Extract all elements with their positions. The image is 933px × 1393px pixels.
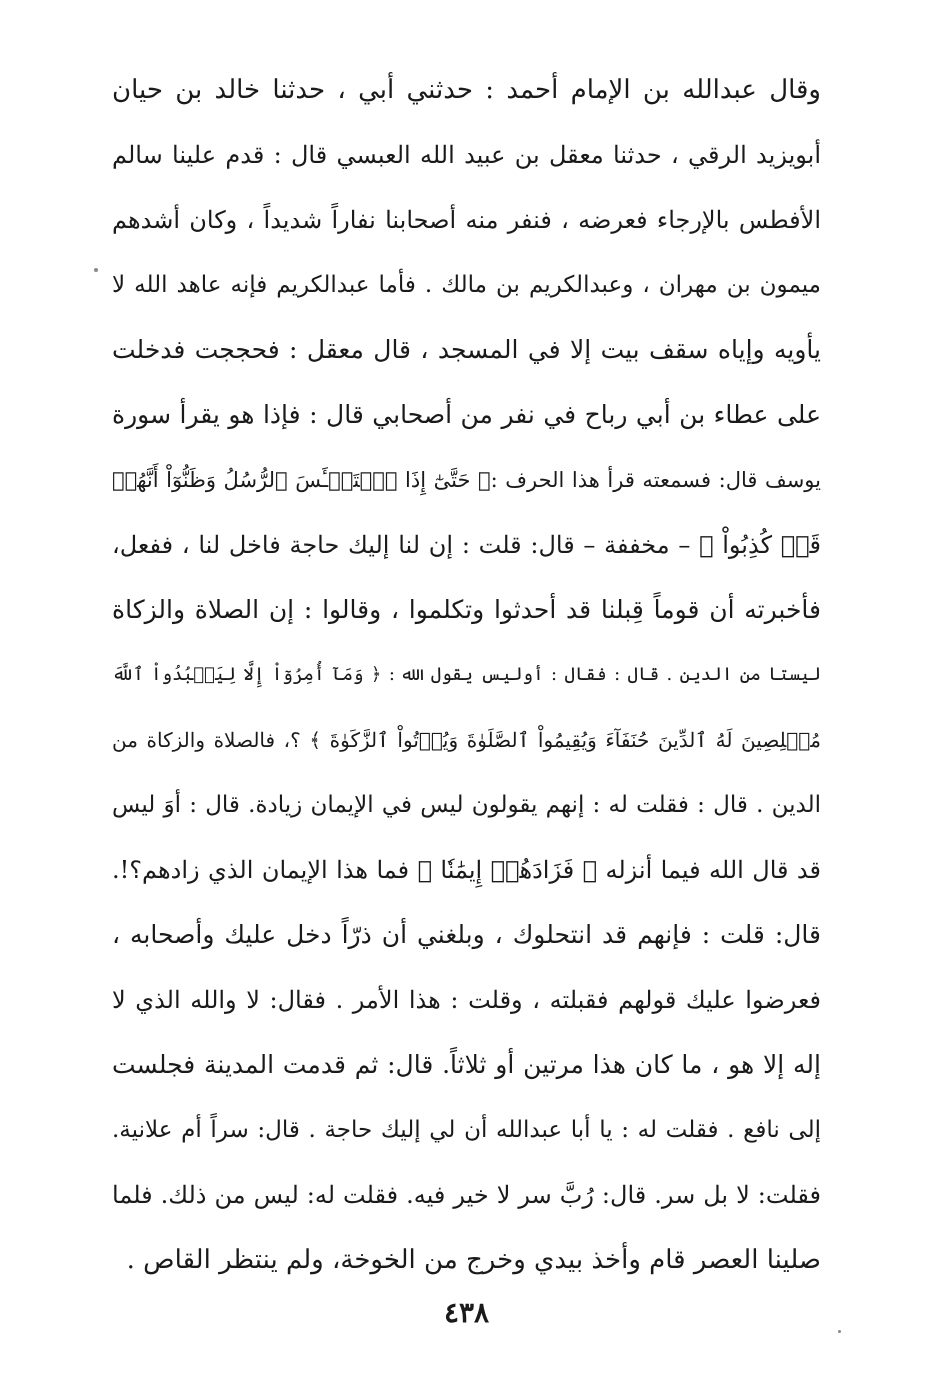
text-line-8: قَدۡ كُذِبُواْ ﴾ – مخففة – قال: قلت : إن لنا إليك حاجة فاخل لنا ، ففعل، — [112, 531, 821, 559]
text-line-18: فقلت: لا بل سر. قال: رُبَّ سر لا خير فيه. فقلت له: ليس من ذلك. فلما — [112, 1181, 821, 1209]
text-line-17: إلى نافع . فقلت له : يا أبا عبدالله أن لي إليك حاجة . قال: سراً أم علانية. — [112, 1117, 821, 1143]
text-line-13: قد قال الله فيما أنزله ﴿ فَزَادَهُمۡ إِيمَٰنٗا ﴾ فما هذا الإيمان الذي زادهم؟!. — [112, 856, 821, 884]
scan-speck — [94, 268, 98, 272]
page-number: ٤٣٨ — [443, 1296, 490, 1329]
text-line-16: إله إلا هو ، ما كان هذا مرتين أو ثلاثاً. قال: ثم قدمت المدينة فجلست — [112, 1050, 821, 1079]
text-line-5: يأويه وإياه سقف بيت إلا في المسجد ، قال معقل : فحججت فدخلت — [112, 335, 821, 364]
text-line-6: على عطاء بن أبي رباح في نفر من أصحابي قال : فإذا هو يقرأ سورة — [112, 400, 821, 429]
text-line-19: صلينا العصر قام وأخذ بيدي وخرج من الخوخة، ولم ينتظر القاص . — [126, 1245, 821, 1275]
text-line-11: مُخۡلِصِينَ لَهُ ٱلدِّينَ حُنَفَآءَ وَيُقِيمُواْ ٱلصَّلَوٰةَ وَيُؤۡتُواْ ٱلزَّكَوٰةَ ﴾ ؟، فالصلاة والزكاة من — [112, 728, 821, 752]
text-line-15: فعرضوا عليك قولهم فقبلته ، وقلت : هذا الأمر . فقال: لا والله الذي لا — [112, 986, 821, 1014]
text-line-3: الأفطس بالإرجاء فعرضه ، فنفر منه أصحابنا نفاراً شديداً ، وكان أشدهم — [112, 206, 821, 234]
text-line-9: فأخبرته أن قوماً قِبلنا قد أحدثوا وتكلموا ، وقالوا : إن الصلاة والزكاة — [112, 595, 821, 624]
text-line-7: يوسف قال: فسمعته قرأ هذا الحرف :﴿ حَتَّىٰٓ إِذَا ٱسۡتَيۡـَٔسَ ٱلرُّسُلُ وَظَنُّوٓاْ أَنَّهُمۡ — [112, 468, 821, 492]
text-line-1: وقال عبدالله بن الإمام أحمد : حدثني أبي ، حدثنا خالد بن حيان — [112, 75, 821, 105]
text-line-12: الدين . قال : فقلت له : إنهم يقولون ليس في الإيمان زيادة. قال : أوَ ليس — [112, 792, 821, 818]
text-line-14: قال: قلت : فإنهم قد انتحلوك ، وبلغني أن ذرّاً دخل عليك وأصحابه ، — [112, 920, 821, 949]
text-line-10: ليستا من الدين . قال : فقال : أوليس يقول الله : ﴿ وَمَآ أُمِرُوٓاْ إِلَّا لِيَعۡبُدُواْ ٱللَّهَ — [112, 664, 821, 685]
body-text — [112, 66, 821, 1301]
scan-speck — [838, 1330, 841, 1333]
text-line-2: أبويزيد الرقي ، حدثنا معقل بن عبيد الله العبسي قال : قدم علينا سالم — [112, 141, 821, 169]
text-line-4: ميمون بن مهران ، وعبدالكريم بن مالك . فأما عبدالكريم فإنه عاهد الله لا — [112, 272, 821, 298]
